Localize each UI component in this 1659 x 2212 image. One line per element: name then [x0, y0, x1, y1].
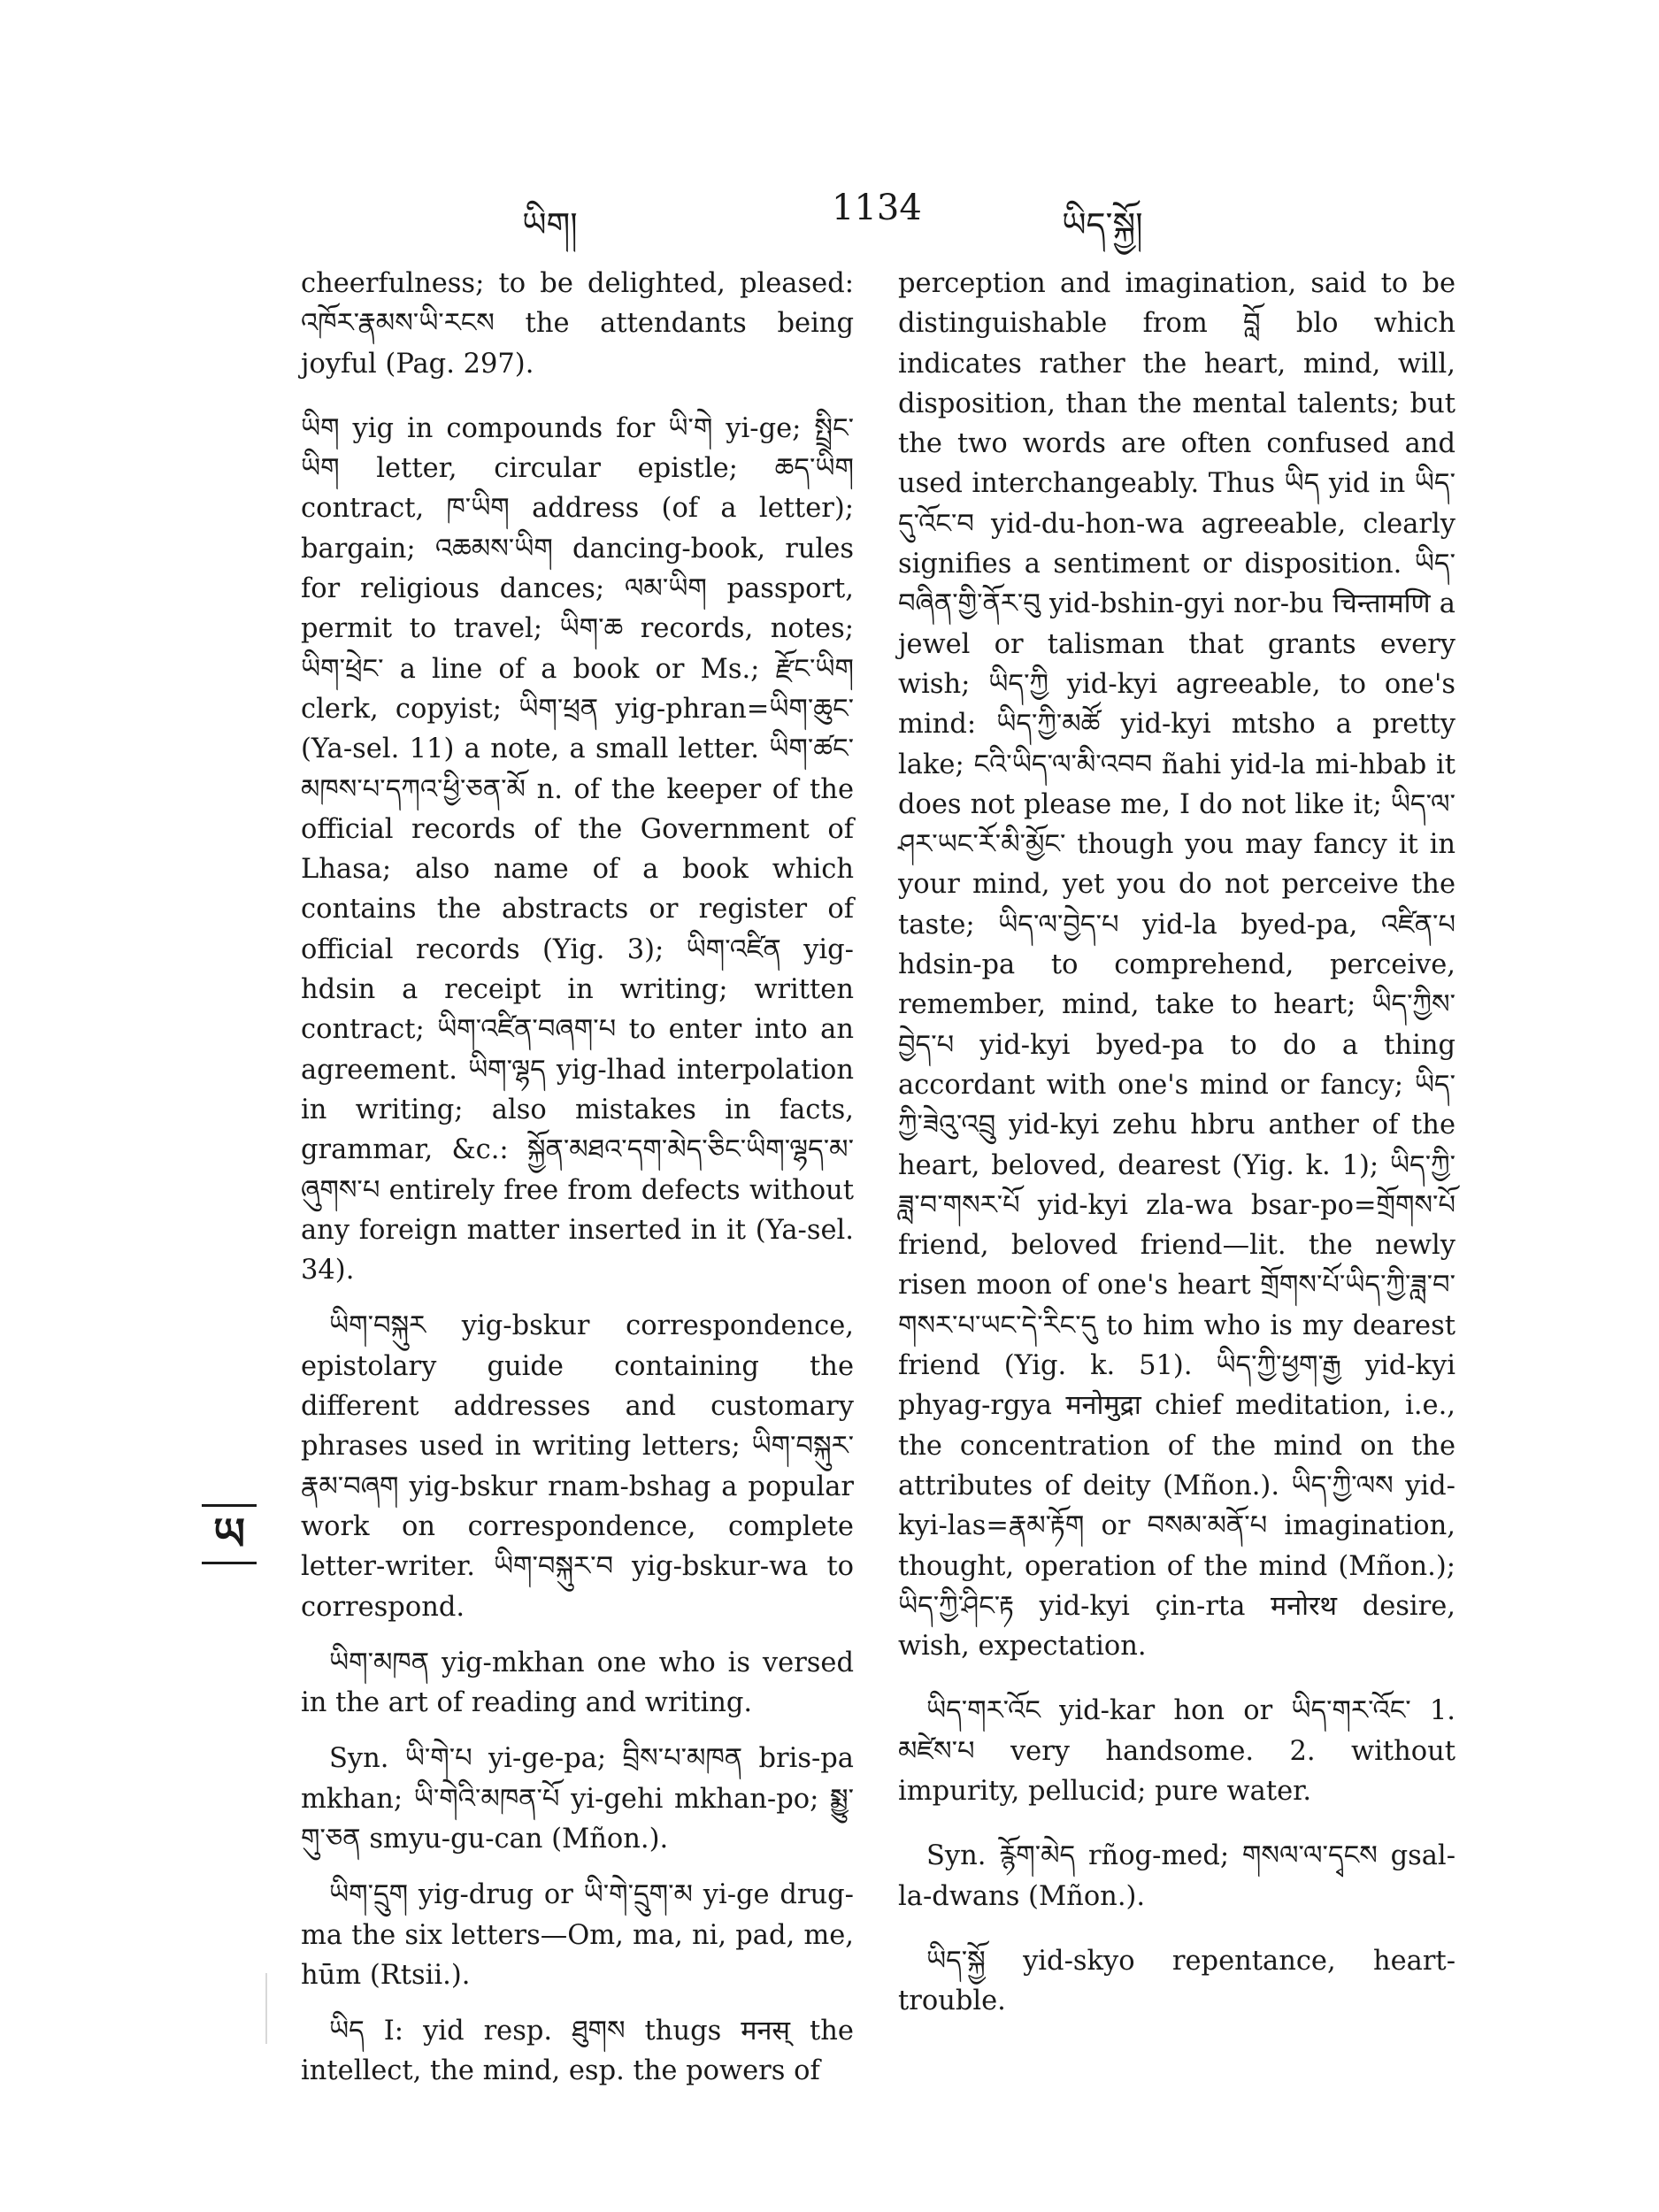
right-running-head: ཡིད་སྐྱོ། [1062, 205, 1143, 244]
right-column [898, 264, 1455, 2021]
entry-paragraph: ཡིག་མཁན yig-mkhan one who is versed in the art of reading and writing. [301, 1647, 854, 1719]
entry-paragraph: ཡིད་སྐྱོ yid-skyo repentance, heart-trouble. [898, 1945, 1455, 2017]
entry-paragraph: ཡིག་དྲུག yig-drug or ཡི་གེ་དྲུག་མ yi-ge drug-ma the six letters—Om, ma, ni, pad, me, hūm (Rtsii.). [301, 1879, 854, 1991]
entry-paragraph: cheerfulness; to be delighted, pleased: འཁོར་རྣམས་ཡི་རངས the attendants being joyful (Pag. 297). [301, 268, 854, 380]
entry-paragraph: ཡིག yig in compounds for ཡི་གེ yi-ge; སྤྲིང་ཡིག letter, circular epistle; ཆད་ཡིག contract, ཁ་ཡིག address (of a letter); bargain; འཆམས་ཡིག dancing-book, rules for religious dances; ལམ་ཡིག passport, permit to travel; ཡིག་ཆ records, notes; ཡིག་ཕྲེང་ a line of a book or Ms.; རྫོང་ཡིག clerk, copyist; ཡིག་ཕྲན yig-phran=ཡིག་ཆུང་ (Ya-sel. 11) a note, a small letter. ཡིག་ཚང་མཁས་པ་དཀའ་ཕྱི་ཅན་མོ n. of the keeper of the official records of the Government of Lhasa; also name of a book which contains the abstracts or register of official records (Yig. 3); ཡིག་འཛིན yig-hdsin a receipt in writing; written contract; ཡིག་འཛིན་བཞག་པ to enter into an agreement. ཡིག་ལྷད yig-lhad interpolation in writing; also mistakes in facts, grammar, &c.: སྐྱོན་མཐའ་དག་མེད་ཅིང་ཡིག་ལྷད་མ་ཞུགས་པ entirely free from defects without any foreign matter inserted in it (Ya-sel. 34). [301, 412, 854, 1286]
entry-paragraph: perception and imagination, said to be distinguishable from བློ blo which indicates rather the heart, mind, will, disposition, than the mental talents; but the two words are often confused and used interchangeably. Thus ཡིད yid in ཡིད་དུ་འོང་བ yid-du-hon-wa agreeable, clearly signifies a sentiment or disposition. ཡིད་བཞིན་གྱི་ནོར་བུ yid-bshin-gyi nor-bu चिन्तामणि a jewel or talisman that grants every wish; ཡིད་ཀྱི yid-kyi agreeable, to one's mind: ཡིད་ཀྱི་མཚོ yid-kyi mtsho a pretty lake; ངའི་ཡིད་ལ་མི་འབབ ñahi yid-la mi-hbab it does not please me, I do not like it; ཡིད་ལ་ཤར་ཡང་རོ་མི་མྱོང་ though you may fancy it in your mind, yet you do not perceive the taste; ཡིད་ལ་བྱེད་པ yid-la byed-pa, འཛིན་པ hdsin-pa to comprehend, perceive, remember, mind, take to heart; ཡིད་ཀྱིས་བྱེད་པ yid-kyi byed-pa to do a thing accordant with one's mind or fancy; ཡིད་ཀྱི་ཟེའུ་འབྲུ yid-kyi zehu hbru anther of the heart, beloved, dearest (Yig. k. 1); ཡིད་ཀྱི་ཟླ་བ་གསར་པོ yid-kyi zla-wa bsar-po=གྲོགས་པོ friend, beloved friend—lit. the newly risen moon of one's heart གྲོགས་པོ་ཡིད་ཀྱི་ཟླ་བ་གསར་པ་ཡང་དེ་རིང་དུ to him who is my dearest friend (Yig. k. 51). ཡིད་ཀྱི་ཕྱག་རྒྱ yid-kyi phyag-rgya मनोमुद्रा chief meditation, i.e., the concentration of the mind on the attributes of deity (Mñon.). ཡིད་ཀྱི་ལས yid-kyi-las=རྣམ་རྟོག or བསམ་མནོ་པ imagination, thought, operation of the mind (Mñon.); ཡིད་ཀྱི་ཤིང་རྟ yid-kyi çin-rta मनोरथ desire, wish, expectation. [898, 268, 1455, 1663]
entry-paragraph: ཡིད I: yid resp. ཐུགས thugs मनस् the intellect, the mind, esp. the powers of [301, 2016, 854, 2087]
left-running-head: ཡིག། [522, 205, 578, 244]
page-number: 1134 [832, 188, 922, 228]
entry-paragraph: ཡིད་གར་འོང yid-kar hon or ཡིད་གར་འོང་ 1. མཛེས་པ very handsome. 2. without impurity, pellucid; pure water. [898, 1695, 1455, 1807]
margin-line [265, 1973, 267, 2044]
entry-paragraph: ཡིག་བསྐུར yig-bskur correspondence, epistolary guide containing the different addresses and customary phrases used in writing letters; ཡིག་བསྐུར་རྣམ་བཞག yig-bskur rnam-bshag a popular work on correspondence, complete letter-writer. ཡིག་བསྐུར་བ yig-bskur-wa to correspond. [301, 1310, 854, 1623]
entry-paragraph: Syn. ཡི་གེ་པ yi-ge-pa; བྲིས་པ་མཁན bris-pa mkhan; ཡི་གེའི་མཁན་པོ yi-gehi mkhan-po; སྨྱུ་གུ་ཅན smyu-gu-can (Mñon.). [301, 1743, 854, 1855]
section-marker: ཡ [202, 1504, 257, 1564]
entry-paragraph: Syn. རྙོག་མེད rñog-med; གསལ་ལ་དྭངས gsal-la-dwans (Mñon.). [898, 1840, 1455, 1912]
left-column [301, 264, 854, 2092]
page-header [0, 188, 1659, 244]
